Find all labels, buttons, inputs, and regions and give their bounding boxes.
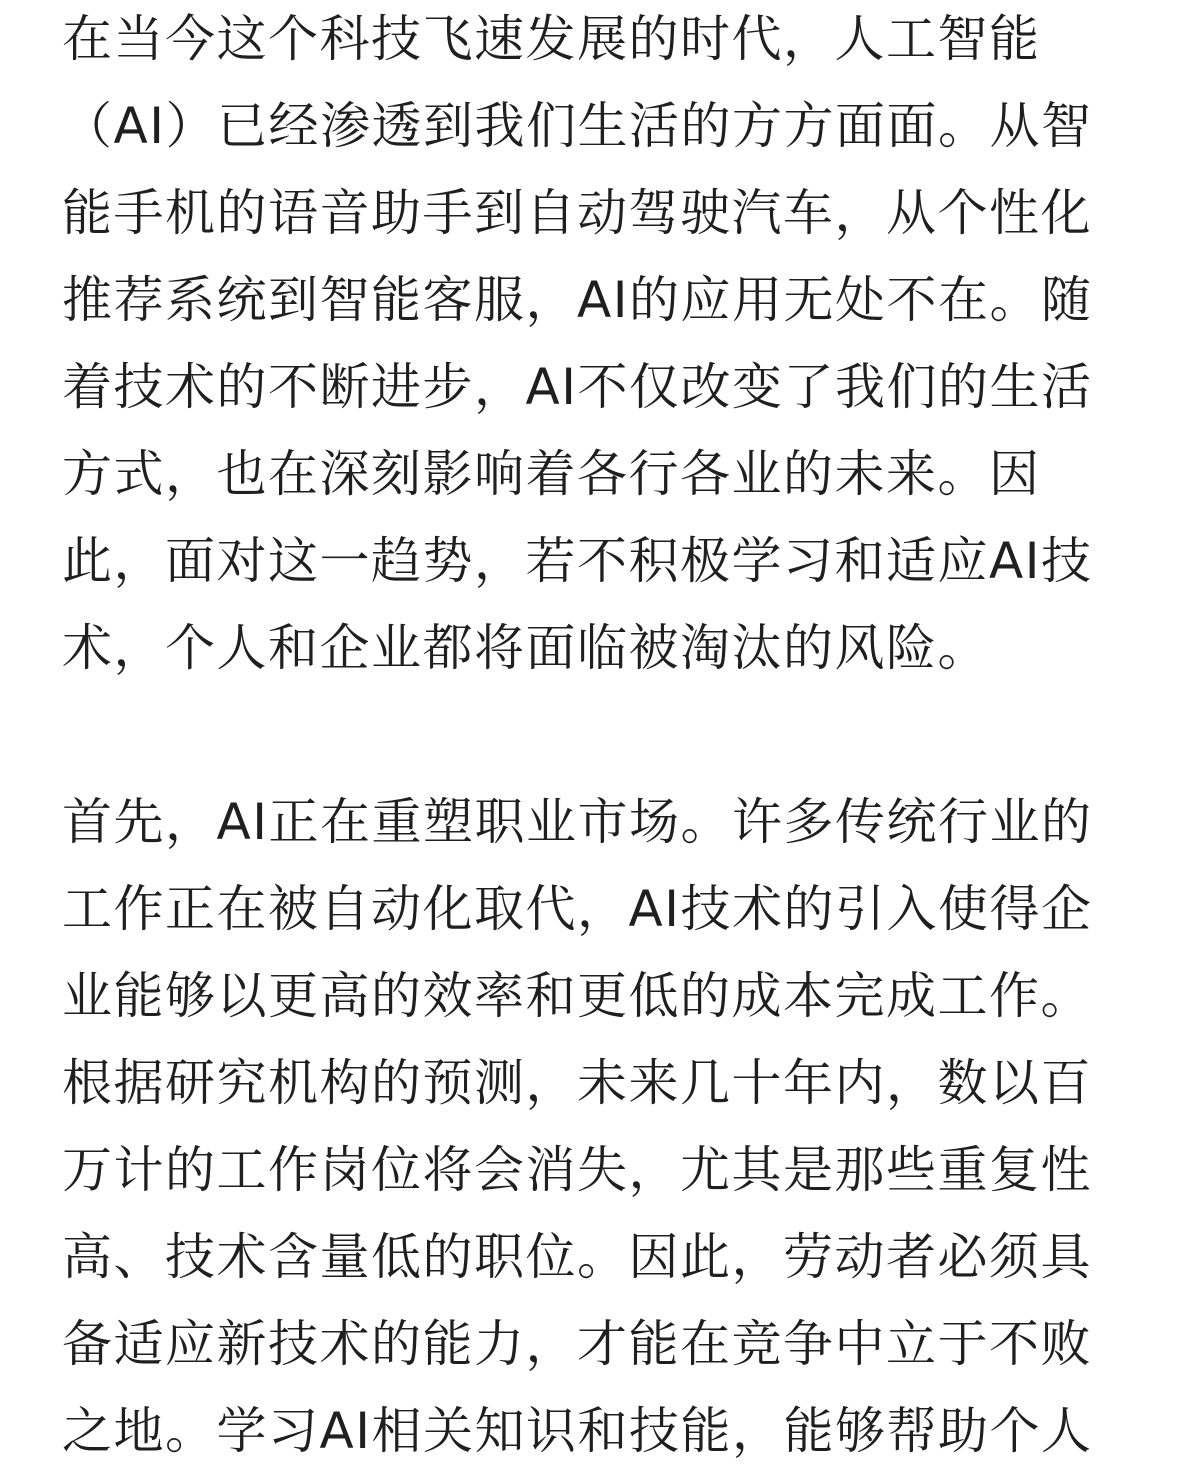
text-line: 工作正在被自动化取代，AI技术的引入使得企 bbox=[62, 880, 1093, 938]
paragraph-1 bbox=[62, 0, 1124, 692]
text-line: 首先，AI正在重塑职业市场。许多传统行业的 bbox=[62, 793, 1093, 851]
text-line: 高、技术含量低的职位。因此，劳动者必须具 bbox=[62, 1228, 1092, 1286]
article-body bbox=[62, 0, 1124, 1475]
text-line: 术，个人和企业都将面临被淘汰的风险。 bbox=[62, 619, 989, 677]
text-line: 之地。学习AI相关知识和技能，能够帮助个人 bbox=[62, 1402, 1093, 1460]
text-line: 方式，也在深刻影响着各行各业的未来。因 bbox=[62, 445, 1041, 503]
text-line: 在当今这个科技飞速发展的时代，人工智能 bbox=[62, 10, 1041, 68]
text-line: 着技术的不断进步，AI不仅改变了我们的生活 bbox=[62, 358, 1093, 416]
text-line: 根据研究机构的预测，未来几十年内，数以百 bbox=[62, 1054, 1092, 1112]
paragraph-spacer bbox=[62, 692, 1124, 779]
text-line: 业能够以更高的效率和更低的成本完成工作。 bbox=[62, 967, 1092, 1025]
text-line: 能手机的语音助手到自动驾驶汽车，从个性化 bbox=[62, 184, 1092, 242]
text-line: 此，面对这一趋势，若不积极学习和适应AI技 bbox=[62, 532, 1093, 590]
text-line: 万计的工作岗位将会消失，尤其是那些重复性 bbox=[62, 1141, 1092, 1199]
text-line: （AI）已经渗透到我们生活的方方面面。从智 bbox=[62, 97, 1093, 155]
paragraph-2 bbox=[62, 779, 1124, 1475]
text-line: 推荐系统到智能客服，AI的应用无处不在。随 bbox=[62, 271, 1093, 329]
text-line: 备适应新技术的能力，才能在竞争中立于不败 bbox=[62, 1315, 1092, 1373]
